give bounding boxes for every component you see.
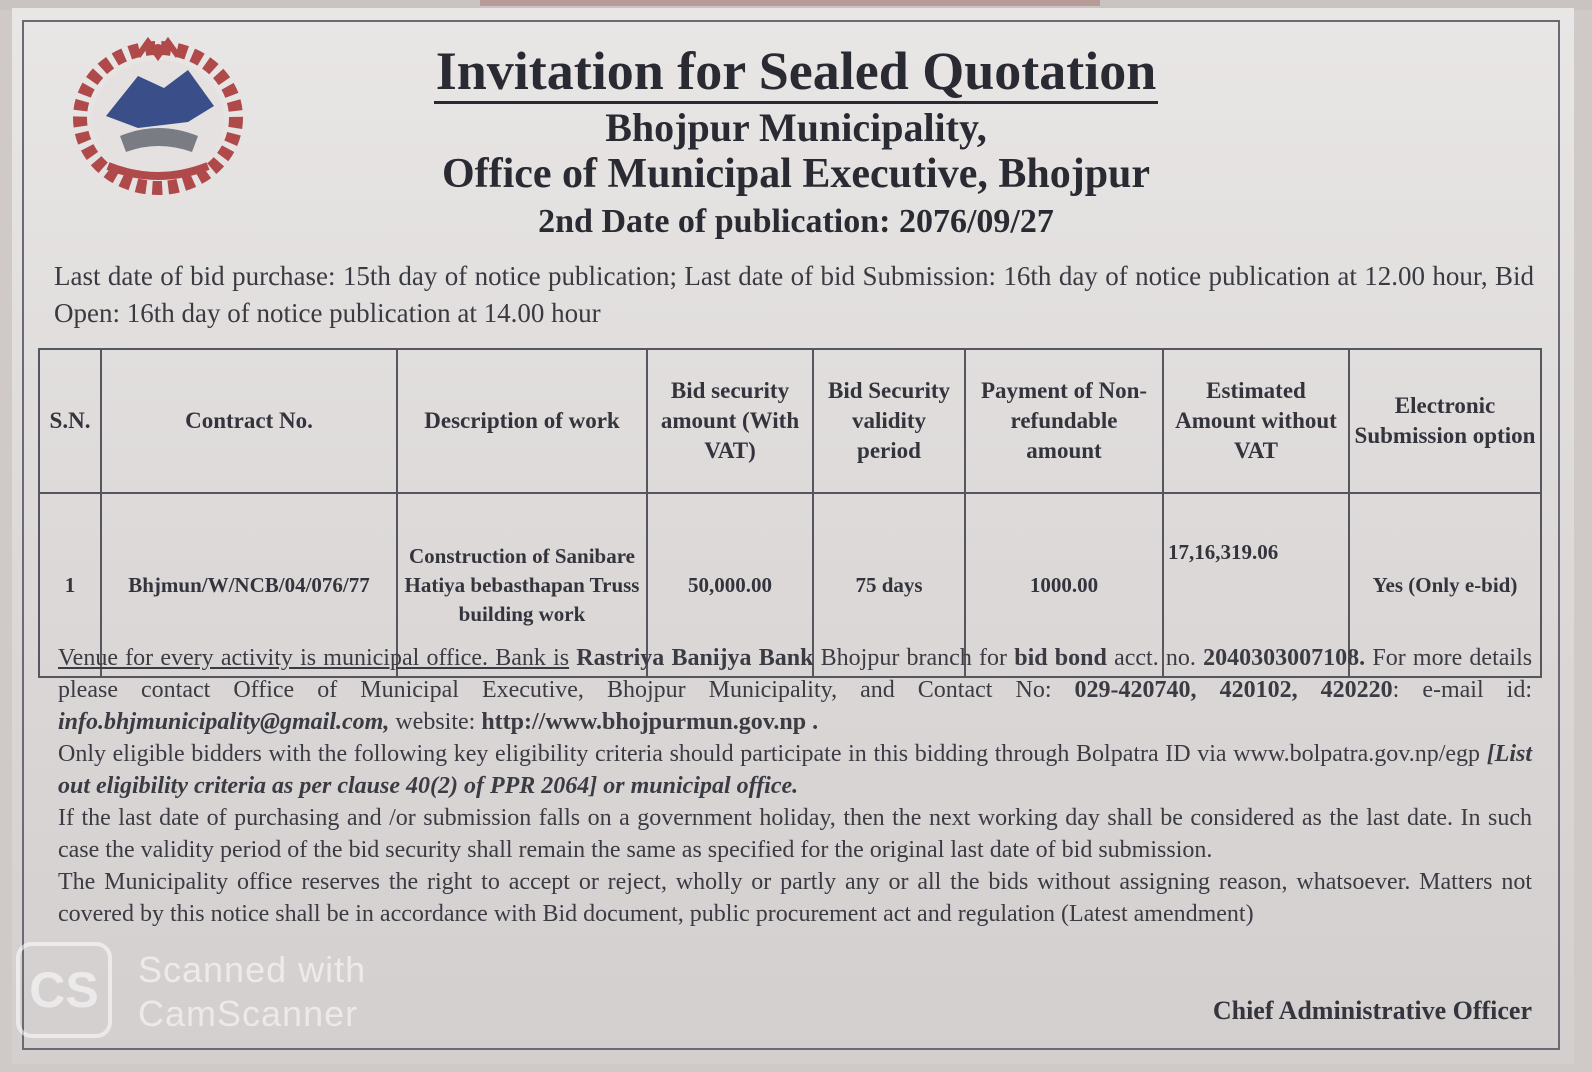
bid-table: [38, 348, 1542, 678]
branch-text: Bhojpur branch for: [820, 645, 1008, 671]
watermark-text: [138, 948, 366, 1036]
col-header-electronic: Electronic Submission option: [1349, 349, 1541, 493]
venue-paragraph: [58, 642, 1532, 738]
phone-numbers: 029-420740, 420102, 420220: [1074, 677, 1393, 703]
account-number: 2040303007108.: [1203, 645, 1366, 671]
col-header-description: Description of work: [397, 349, 647, 493]
camscanner-logo-icon: CS: [16, 942, 112, 1038]
watermark-line-1: Scanned with: [138, 949, 367, 990]
table-header-row: [39, 349, 1541, 493]
cell-estimate: 17,16,319.06: [1163, 493, 1349, 677]
email-label: : e-mail id:: [1392, 677, 1533, 703]
col-header-sn: S.N.: [39, 349, 101, 493]
eligibility-text: Only eligible bidders with the following key eligibility criteria should participate in this bidding through Bolpatra ID via www.bolpatra.gov.np/egp: [58, 741, 1481, 767]
email-link[interactable]: info.bhjmunicipality@gmail.com,: [58, 709, 390, 735]
camscanner-watermark: [16, 942, 436, 1042]
col-header-payment: Payment of Non-refundable amount: [965, 349, 1163, 493]
contact-text: For more details please contact Office of Municipal Executive, Bhojpur Municipality, and Contact No:: [58, 645, 1533, 703]
cell-bid-security: 50,000.00: [647, 493, 813, 677]
signature-title: Chief Administrative Officer: [1212, 996, 1532, 1025]
cell-description: Construction of Sanibare Hatiya bebasthapan Truss building work: [397, 493, 647, 677]
venue-text: Venue for every activity is municipal office. Bank is: [58, 645, 570, 671]
col-header-validity: Bid Security validity period: [813, 349, 965, 493]
col-header-estimate: Estimated Amount without VAT: [1163, 349, 1349, 493]
bid-deadline-text: Last date of bid purchase: 15th day of notice publication; Last date of bid Submission: 16th day of notice publication at 12.00 hour, Bid Open: 16th day of notice publication at 14.00 hour: [54, 261, 1534, 328]
website-link[interactable]: http://www.bhojpurmun.gov.np .: [481, 709, 819, 735]
cell-electronic: Yes (Only e-bid): [1349, 493, 1541, 677]
reserve-paragraph: The Municipality office reserves the right to accept or reject, wholly or partly any or all the bids without assigning reason, whatsoever. Matters not covered by this notice shall be in accordance with Bid document, public procurement act and regulation (Latest amendment): [58, 869, 1532, 927]
cell-contract: Bhjmun/W/NCB/04/076/77: [101, 493, 397, 677]
notice-title: Invitation for Sealed Quotation: [0, 40, 1592, 102]
holiday-paragraph: If the last date of purchasing and /or submission falls on a government holiday, then the next working day shall be considered as the last date. In such case the validity period of the bid security shall remain the same as specified for the original last date of bid submission.: [58, 805, 1532, 863]
bank-name: Rastriya Banijya Bank: [576, 645, 814, 671]
cell-sn: 1: [39, 493, 101, 677]
eligibility-paragraph: [58, 738, 1532, 802]
publication-date: 2nd Date of publication: 2076/09/27: [538, 203, 1054, 240]
office-name: Office of Municipal Executive, Bhojpur: [441, 151, 1151, 197]
col-header-contract: Contract No.: [101, 349, 397, 493]
municipality-name: Bhojpur Municipality,: [605, 105, 987, 150]
website-label: website:: [395, 709, 476, 735]
col-header-bid-security: Bid security amount (With VAT): [647, 349, 813, 493]
cell-payment: 1000.00: [965, 493, 1163, 677]
watermark-line-2: CamScanner: [138, 993, 359, 1034]
acct-label: acct. no.: [1114, 645, 1196, 671]
bid-bond-text: bid bond: [1014, 645, 1107, 671]
cell-validity: 75 days: [813, 493, 965, 677]
notice-body: [58, 642, 1532, 930]
eligibility-criteria: [List out eligibility criteria as per clause 40(2) of PPR 2064] or municipal office.: [58, 741, 1533, 799]
